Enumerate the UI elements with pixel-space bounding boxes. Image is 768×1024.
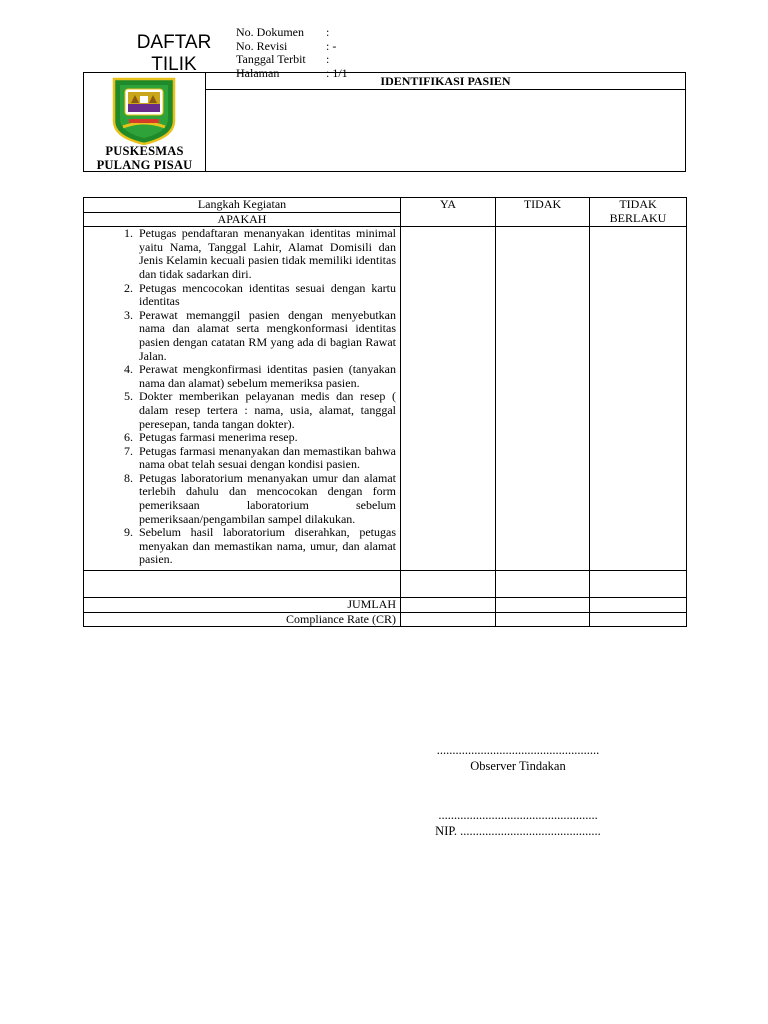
nip-label: NIP. ............................................. bbox=[435, 824, 601, 838]
observer-name-line: ................................................... bbox=[438, 808, 598, 822]
checklist-table bbox=[83, 197, 687, 627]
column-subheader-apakah: APAKAH bbox=[84, 212, 401, 227]
total-tidak-berlaku-cell[interactable] bbox=[590, 598, 687, 613]
meta-label: Halaman bbox=[236, 65, 280, 80]
form-type-title bbox=[132, 32, 216, 76]
meta-label: No. Dokumen bbox=[236, 25, 304, 39]
header-table bbox=[83, 72, 686, 172]
meta-row-halaman bbox=[236, 67, 348, 81]
steps-cell bbox=[84, 227, 401, 571]
compliance-tidak-berlaku-cell[interactable] bbox=[590, 612, 687, 627]
list-item: 2. Petugas mencocokan identitas sesuai dengan kartu identitas bbox=[136, 282, 396, 309]
meta-row-no-revisi bbox=[236, 40, 348, 54]
meta-value: : - bbox=[326, 38, 337, 53]
blank-row-tidak-berlaku-cell[interactable] bbox=[590, 571, 687, 598]
logo-cell bbox=[84, 73, 206, 172]
meta-row-tanggal-terbit bbox=[236, 53, 348, 67]
total-tidak-cell[interactable] bbox=[496, 598, 590, 613]
form-type-line-2: TILIK bbox=[151, 54, 197, 75]
steps-list bbox=[84, 227, 400, 570]
list-item: 8. Petugas laboratorium menanyakan umur dan alamat terlebih dahulu dan mencocokan dengan form pemeriksaan laboratorium sebelum pemeriksaan/pengambilan sampel dilakukan. bbox=[136, 472, 396, 526]
column-header-tidak-berlaku bbox=[590, 198, 687, 227]
total-label: JUMLAH bbox=[84, 598, 401, 613]
meta-value: : 1/1 bbox=[326, 65, 348, 80]
list-item: 5. Dokter memberikan pelayanan medis dan resep ( dalam resep tertera : nama, usia, alamat, tanggal peresepan, tanda tangan dokter). bbox=[136, 390, 396, 431]
meta-label: No. Revisi bbox=[236, 38, 288, 53]
column-header-tidak-berlaku-line-1: TIDAK bbox=[619, 197, 657, 211]
organization-line-1: PUSKESMAS bbox=[105, 144, 184, 158]
tidak-berlaku-check-cell[interactable] bbox=[590, 227, 687, 571]
meta-value: : bbox=[326, 25, 330, 39]
compliance-ya-cell[interactable] bbox=[401, 612, 496, 627]
organization-line-2: PULANG PISAU bbox=[96, 158, 193, 172]
meta-value: : bbox=[326, 52, 330, 66]
ya-check-cell[interactable] bbox=[401, 227, 496, 571]
column-header-step: Langkah Kegiatan bbox=[84, 198, 401, 213]
compliance-rate-label: Compliance Rate (CR) bbox=[84, 612, 401, 627]
list-item: 6. Petugas farmasi menerima resep. bbox=[136, 431, 396, 445]
list-item: 3. Perawat memanggil pasien dengan menyebutkan nama dan alamat serta mengkonformasi identitas pasien dengan catatan RM yang ada di bagian Rawat Jalan. bbox=[136, 309, 396, 363]
document-info-cell bbox=[206, 90, 686, 172]
column-header-tidak-berlaku-line-2: BERLAKU bbox=[609, 210, 667, 225]
list-item: 9. Sebelum hasil laboratorium diserahkan, petugas menyakan dan memastikan nama, umur, dan alamat pasien. bbox=[136, 526, 396, 567]
puskesmas-emblem-icon bbox=[111, 77, 177, 145]
observer-label: Observer Tindakan bbox=[470, 759, 566, 773]
blank-row-ya-cell[interactable] bbox=[401, 571, 496, 598]
organization-name bbox=[84, 144, 205, 172]
list-item: 1. Petugas pendaftaran menanyakan identitas minimal yaitu Nama, Tanggal Lahir, Alamat Domisili dan Jenis Kelamin kecuali pasien tidak memiliki identitas dan tidak sadarkan diri. bbox=[136, 227, 396, 281]
form-type-line-1: DAFTAR bbox=[136, 32, 212, 53]
meta-row-no-dokumen bbox=[236, 26, 348, 40]
total-ya-cell[interactable] bbox=[401, 598, 496, 613]
list-item: 7. Petugas farmasi menanyakan dan memastikan bahwa nama obat telah sesuai dengan kondisi pasien. bbox=[136, 445, 396, 472]
blank-row-tidak-cell[interactable] bbox=[496, 571, 590, 598]
document-meta bbox=[236, 26, 348, 80]
observer-signature-line: .................................................... bbox=[436, 743, 600, 757]
column-header-ya: YA bbox=[401, 198, 496, 227]
tidak-check-cell[interactable] bbox=[496, 227, 590, 571]
document-title: IDENTIFIKASI PASIEN bbox=[206, 73, 686, 90]
list-item: 4. Perawat mengkonfirmasi identitas pasien (tanyakan nama dan alamat) sebelum memeriksa pasien. bbox=[136, 363, 396, 390]
blank-row-cell bbox=[84, 571, 401, 598]
column-header-tidak: TIDAK bbox=[496, 198, 590, 227]
compliance-tidak-cell[interactable] bbox=[496, 612, 590, 627]
meta-label: Tanggal Terbit bbox=[236, 52, 306, 66]
